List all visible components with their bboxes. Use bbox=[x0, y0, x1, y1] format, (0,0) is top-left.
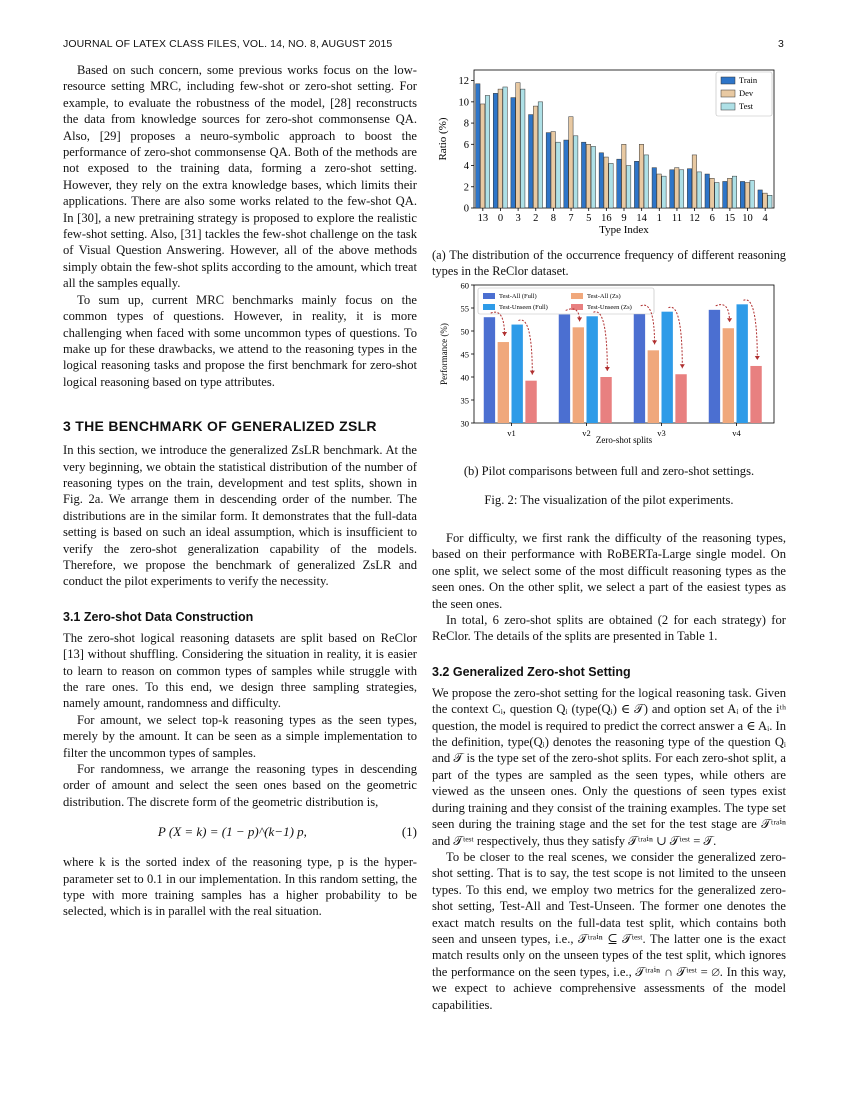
x-tick-label: 3 bbox=[515, 213, 521, 224]
y-tick-label: 50 bbox=[460, 326, 469, 337]
bar bbox=[498, 342, 509, 423]
paragraph: In total, 6 zero-shot splits are obtained (2 for each strategy) for ReClor. The details of the splits are presented in Table 1. bbox=[432, 613, 786, 644]
running-header: JOURNAL OF LATEX CLASS FILES, VOL. 14, NO. 8, AUGUST 2015 bbox=[63, 38, 393, 50]
x-tick-label: 11 bbox=[671, 213, 683, 224]
bar bbox=[745, 183, 749, 208]
bar bbox=[493, 93, 497, 208]
bar bbox=[586, 144, 590, 208]
bar bbox=[758, 190, 762, 208]
paragraph: To be closer to the real scenes, we consider the generalized zero-shot setting. That is to say, the test scope is not limited to the unseen types. To this end, we employ two metrics for the generalized zero-shot setting, Test-All and Test-Unseen. The former one denotes the exact match results on the full-data test split, which contains both seen and unseen types, i.e., 𝒯ᵗʳᵃⁱⁿ ⊆ 𝒯ᵗᵉˢᵗ. The latter one is the exact match results only on the unseen types of the test split, which ignores the performance on the seen types, i.e., 𝒯ᵗʳᵃⁱⁿ ∩ 𝒯ᵗᵉˢᵗ = ∅. In this way, we expect to achieve comprehensive assessments of the model capabilities. bbox=[432, 849, 786, 1012]
bar bbox=[525, 381, 536, 423]
x-axis-label: Zero-shot splits bbox=[595, 435, 653, 445]
bar bbox=[573, 136, 577, 208]
x-tick-label: v4 bbox=[732, 428, 741, 438]
x-tick-label: v3 bbox=[657, 428, 666, 438]
arrow-head bbox=[530, 371, 535, 375]
bar bbox=[732, 176, 736, 208]
bar bbox=[604, 157, 608, 208]
equation-body: P (X = k) = (1 − p)^(k−1) p, bbox=[157, 824, 307, 840]
paragraph: For difficulty, we first rank the difficulty of the reasoning types, based on their performance with RoBERTa-Large single model. On one split, we select some of the most difficult reasoning types as the seen ones. On the other split, we select a part of the easiest types as the seen ones. bbox=[432, 531, 786, 611]
bar bbox=[581, 142, 585, 208]
bar bbox=[538, 102, 542, 208]
bar bbox=[622, 144, 626, 208]
bar bbox=[710, 178, 714, 208]
y-tick-label: 4 bbox=[463, 161, 469, 173]
bar bbox=[484, 317, 495, 423]
bar bbox=[763, 193, 767, 208]
bar bbox=[599, 153, 603, 208]
bar bbox=[569, 117, 573, 208]
section-heading: 3 THE BENCHMARK OF GENERALIZED ZSLR bbox=[63, 418, 377, 435]
paragraph: For randomness, we arrange the reasoning types in descending order of amount and select the seen ones based on the geometric distribution. The discrete form of the geometric distribution is, bbox=[63, 762, 417, 809]
bar bbox=[692, 155, 696, 208]
subsection-heading: 3.2 Generalized Zero-shot Setting bbox=[432, 664, 631, 679]
bar bbox=[662, 176, 666, 208]
x-tick-label: 0 bbox=[497, 213, 504, 224]
legend-swatch bbox=[571, 293, 583, 299]
x-tick-label: v1 bbox=[507, 428, 516, 438]
subfigure-caption-a: (a) The distribution of the occurrence frequency of different reasoning types in the ReClor dataset. bbox=[432, 248, 786, 278]
x-tick-label: 14 bbox=[636, 213, 647, 224]
y-tick-label: 0 bbox=[463, 203, 469, 215]
legend-swatch bbox=[721, 77, 735, 84]
paragraph: The zero-shot logical reasoning datasets are split based on ReClor [13] without shuffling. Considering the situation in reality, it is easier to learn to reason on common types of samples while struggle with the rare ones. To this end, we design three sampling strategies, namely amount, randomness and difficulty. bbox=[63, 630, 417, 711]
bar bbox=[652, 168, 656, 208]
legend-swatch bbox=[721, 90, 735, 97]
bar bbox=[709, 310, 720, 423]
bar bbox=[476, 84, 480, 208]
legend-label: Test-Unseen (Full) bbox=[499, 304, 548, 311]
bar bbox=[546, 133, 550, 208]
legend-label: Test-Unseen (Zs) bbox=[587, 304, 632, 311]
legend-swatch bbox=[483, 304, 495, 310]
bar bbox=[485, 95, 489, 208]
arrow-head bbox=[605, 367, 610, 371]
legend-swatch bbox=[721, 103, 735, 110]
x-tick-label: 15 bbox=[724, 213, 736, 224]
y-tick-label: 55 bbox=[460, 303, 469, 314]
legend-label: Test-All (Full) bbox=[499, 293, 537, 300]
bar bbox=[662, 312, 673, 423]
bar bbox=[675, 374, 686, 423]
paragraph: We propose the zero-shot setting for the logical reasoning task. Given the context Cᵢ, question Qᵢ (type(Qᵢ) ∈ 𝒯) and option set Aᵢ of the iᵗʰ question, the model is required to predict the correct answer a ∈ Aᵢ. In the definition, type(Qᵢ) denotes the reasoning type of the question Qᵢ and 𝒯 is the type set of the zero-shot splits. For each zero-shot split, a part of the types are sampled as the seen types, while others are viewed as the unseen ones. Only the questions of seen types exist during training and they consist of the training examples. The type set seen during the training stage and the set for the test stage are 𝒯ᵗʳᵃⁱⁿ and 𝒯ᵗᵉˢᵗ respectively, thus they satisfy 𝒯ᵗʳᵃⁱⁿ ∪ 𝒯ᵗᵉˢᵗ = 𝒯. bbox=[432, 685, 786, 848]
paragraph: Based on such concern, some previous works focus on the low-resource setting MRC, including few-shot or zero-shot setting. For example, to evaluate the robustness of the model, [28] reconstructs the data from knowledge sources for zero-shot commonsense QA. Also, [29] proposes a neuro-symbolic approach to boost the performance of zero-shot commonsense QA. Both of the methods are not exposed to the training data, forming a zero-shot setting. However, they rely on the extra knowledge bases, which limits their applications. There are also some works related to the few-shot QA. In [30], a new pretraining strategy is proposed to explore the realistic few-shot setting. Also, [31] tackles the few-shot challenge on the task of Visual Question Answering. However, all of the above methods simply obtain the few-shot splits according to the amount, which treat all the samples equally. bbox=[63, 63, 417, 291]
arrow-head bbox=[755, 356, 760, 360]
bar bbox=[737, 304, 748, 423]
bar bbox=[644, 155, 648, 208]
bar bbox=[503, 87, 507, 208]
bar bbox=[648, 350, 659, 423]
bar bbox=[687, 169, 691, 208]
subsection-heading: 3.1 Zero-shot Data Construction bbox=[63, 609, 254, 624]
bar bbox=[511, 98, 515, 208]
y-tick-label: 40 bbox=[460, 372, 469, 383]
y-tick-label: 10 bbox=[458, 97, 469, 109]
bar bbox=[670, 170, 674, 208]
equation bbox=[63, 824, 417, 840]
legend-label: Train bbox=[739, 75, 758, 85]
bar bbox=[533, 106, 537, 208]
bar bbox=[521, 89, 525, 208]
right-column bbox=[432, 62, 786, 1013]
arrow-head bbox=[502, 332, 507, 336]
bar bbox=[551, 132, 555, 208]
bar bbox=[498, 89, 502, 208]
bar bbox=[529, 115, 533, 208]
bar bbox=[740, 181, 744, 208]
arrow-head bbox=[577, 317, 582, 321]
bar bbox=[697, 172, 701, 208]
x-tick-label: 8 bbox=[550, 213, 557, 224]
x-tick-label: 12 bbox=[689, 213, 700, 224]
x-tick-label: v2 bbox=[582, 428, 591, 438]
bar bbox=[587, 316, 598, 423]
bar bbox=[512, 325, 523, 423]
x-tick-label: 7 bbox=[568, 213, 574, 224]
x-tick-label: 13 bbox=[477, 213, 489, 224]
y-tick-label: 45 bbox=[460, 349, 469, 360]
arrow-head bbox=[727, 318, 732, 322]
bar bbox=[715, 183, 719, 208]
bar bbox=[591, 146, 595, 208]
bar bbox=[617, 159, 621, 208]
bar bbox=[559, 314, 570, 423]
y-tick-label: 60 bbox=[460, 280, 469, 291]
bar bbox=[750, 180, 754, 208]
bar bbox=[573, 327, 584, 423]
bar bbox=[609, 163, 613, 208]
bar bbox=[516, 83, 520, 208]
bar bbox=[634, 161, 638, 208]
y-tick-label: 6 bbox=[463, 139, 469, 151]
legend-label: Test-All (Zs) bbox=[587, 293, 621, 300]
bar bbox=[705, 174, 709, 208]
x-axis-label: Type Index bbox=[599, 224, 649, 236]
bar bbox=[626, 166, 630, 208]
bar bbox=[480, 104, 484, 208]
left-column bbox=[63, 62, 417, 920]
y-tick-label: 30 bbox=[460, 418, 469, 429]
y-axis-label: Performance (%) bbox=[439, 323, 449, 385]
y-tick-label: 35 bbox=[460, 395, 469, 406]
x-tick-label: 4 bbox=[762, 213, 768, 224]
bar bbox=[600, 377, 611, 423]
y-tick-label: 8 bbox=[463, 118, 469, 130]
bar bbox=[675, 168, 679, 208]
y-tick-label: 2 bbox=[463, 182, 469, 194]
ratio-bar-chart bbox=[432, 62, 786, 242]
bar bbox=[727, 178, 731, 208]
x-tick-label: 1 bbox=[656, 213, 662, 224]
x-tick-label: 9 bbox=[621, 213, 627, 224]
paragraph: where k is the sorted index of the reasoning type, p is the hyper-parameter set to 0.1 in our implementation. In this random setting, the type with more training samples has a higher probability to be selected, which is in parallel with the real situation. bbox=[63, 855, 417, 919]
y-axis-label: Ratio (%) bbox=[437, 117, 449, 161]
x-tick-label: 10 bbox=[742, 213, 753, 224]
arrow-head bbox=[680, 364, 685, 368]
legend-swatch bbox=[483, 293, 495, 299]
figure-caption: Fig. 2: The visualization of the pilot experiments. bbox=[484, 493, 734, 507]
bar bbox=[723, 328, 734, 423]
bar bbox=[639, 144, 643, 208]
bar bbox=[768, 195, 772, 208]
bar bbox=[679, 170, 683, 208]
bar bbox=[556, 142, 560, 208]
performance-bar-chart bbox=[432, 279, 786, 449]
subfigure-caption-b: (b) Pilot comparisons between full and zero-shot settings. bbox=[463, 464, 755, 478]
x-tick-label: 5 bbox=[586, 213, 592, 224]
x-tick-label: 2 bbox=[533, 213, 539, 224]
equation-number: (1) bbox=[401, 824, 417, 840]
bar bbox=[634, 310, 645, 423]
legend-label: Test bbox=[739, 101, 754, 111]
x-tick-label: 16 bbox=[601, 213, 612, 224]
paragraph: In this section, we introduce the generalized ZsLR benchmark. At the very beginning, we obtain the statistical distribution of the number of reasoning types on the train, development and test splits, shown in Fig. 2a. We arrange them in descending order of the number. The distributions are in the similar form. It demonstrates that the full-data setting is based on such an ideal assumption, which is insufficient to verify the zero-shot generalization capability of the models. Therefore, we propose the benchmark of generalized ZsLR and conduct the pilot experiments to verify the necessity. bbox=[63, 443, 417, 589]
legend-label: Dev bbox=[739, 88, 754, 98]
x-tick-label: 6 bbox=[709, 213, 715, 224]
bar bbox=[657, 174, 661, 208]
paragraph: For amount, we select top-k reasoning types as the seen types, merely by the amount. It can be seen as a simple implementation to filter the uncommon types of samples. bbox=[63, 712, 417, 760]
bar bbox=[723, 181, 727, 208]
arrow-head bbox=[652, 340, 657, 344]
y-tick-label: 12 bbox=[458, 76, 469, 88]
bar bbox=[750, 366, 761, 423]
bar bbox=[564, 140, 568, 208]
page-number: 3 bbox=[778, 38, 784, 50]
paragraph: To sum up, current MRC benchmarks mainly focus on the common types of questions. However, in reality, it is more challenging when faced with some uncommon types of questions. To make up for these drawbacks, we attend to the reasoning types in the logical reasoning tasks and propose the first benchmark for zero-shot logical reasoning based on type attributes. bbox=[63, 292, 417, 389]
